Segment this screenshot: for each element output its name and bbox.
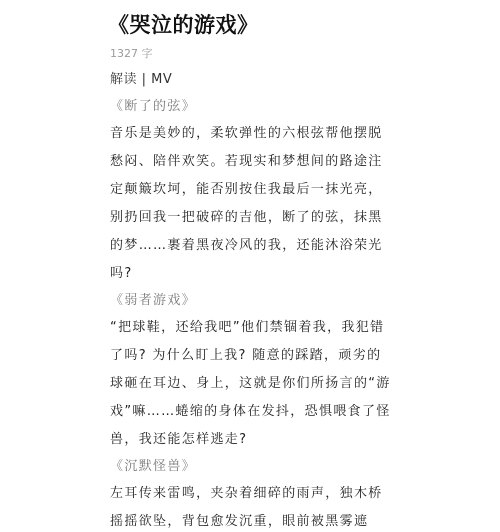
paragraph-line: 的梦……裹着黑夜冷风的我，还能沐浴荣光 <box>110 238 383 253</box>
section-heading-broken-strings: 《断了的弦》 <box>110 99 197 114</box>
paragraph-line: 音乐是美妙的，柔软弹性的六根弦帮他摆脱 <box>110 126 383 141</box>
article-title: 《哭泣的游戏》 <box>108 13 259 37</box>
paragraph-line: 别扔回我一把破碎的吉他，断了的弦，抹黑 <box>110 210 383 225</box>
paragraph-line: 摇摇欲坠，背包愈发沉重，眼前被黑雾遮 <box>110 514 369 529</box>
section-heading-weak-game: 《弱者游戏》 <box>110 293 197 308</box>
word-count: 1327 字 <box>110 47 153 60</box>
article-category: 解读 | MV <box>110 72 173 87</box>
paragraph-line: 戏”嘛……蜷缩的身体在发抖，恐惧喂食了怪 <box>110 404 391 419</box>
paragraph-line: 了吗? 为什么盯上我? 随意的踩踏，顽劣的 <box>110 348 382 363</box>
paragraph-line: 定颠簸坎坷，能否别按住我最后一抹光亮， <box>110 182 383 197</box>
paragraph-line: 兽，我还能怎样逃走? <box>110 432 248 447</box>
paragraph-line: 球砸在耳边、身上，这就是你们所扬言的“游 <box>110 376 391 391</box>
paragraph-line: 左耳传来雷鸣，夹杂着细碎的雨声，独木桥 <box>110 486 383 501</box>
paragraph-line: “把球鞋，还给我吧”他们禁锢着我，我犯错 <box>110 320 385 335</box>
section-heading-silent-monster: 《沉默怪兽》 <box>110 459 197 474</box>
paragraph-line: 吗? <box>110 266 133 281</box>
paragraph-line: 愁闷、陪伴欢笑。若现实和梦想间的路途注 <box>110 154 383 169</box>
